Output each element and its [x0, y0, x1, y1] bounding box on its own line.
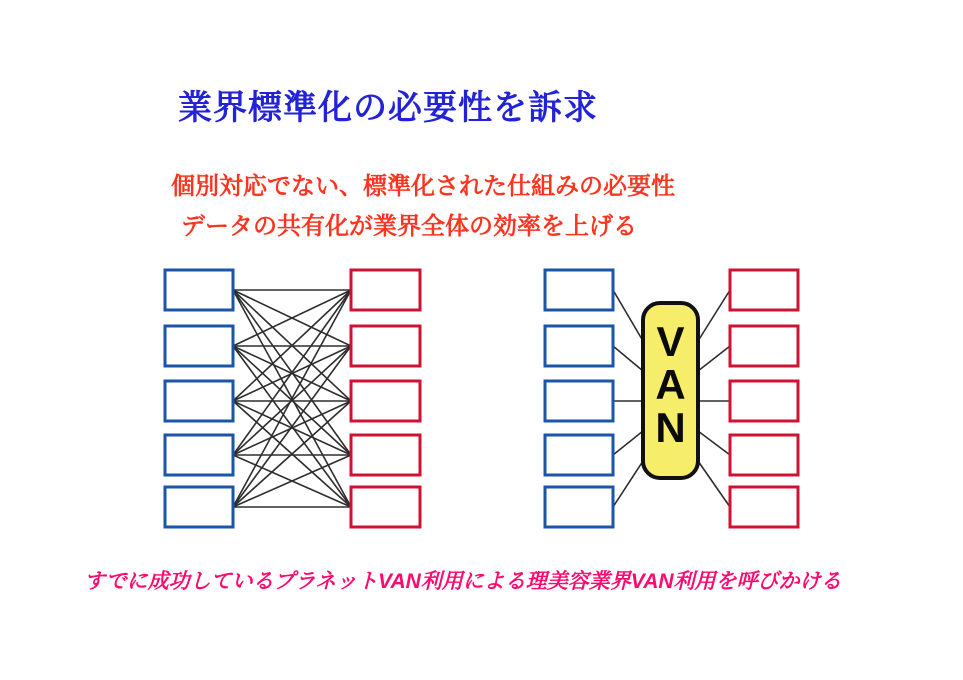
van-right-spoke-line — [698, 431, 730, 455]
page-title: 業界標準化の必要性を訴求 — [178, 89, 598, 127]
van-left-spoke-line — [613, 431, 643, 455]
van-red-node — [730, 381, 798, 421]
van-hub-label-letter: N — [655, 404, 686, 451]
van-blue-node — [545, 270, 613, 310]
mesh-red-node — [351, 487, 420, 527]
mesh-red-node — [351, 435, 420, 475]
van-hub-label-letter: A — [655, 361, 686, 408]
mesh-blue-node — [165, 326, 233, 366]
mesh-blue-node — [165, 487, 233, 527]
van-red-node — [730, 435, 798, 475]
van-left-spoke-line — [613, 461, 643, 507]
mesh-blue-node — [165, 381, 233, 421]
subtitle-line-1: 個別対応でない、標準化された仕組みの必要性 — [171, 173, 675, 200]
van-red-node — [730, 270, 798, 310]
subtitle-line-2: データの共有化が業界全体の効率を上げる — [181, 213, 637, 240]
van-hub-label-letter: V — [656, 318, 685, 365]
mesh-blue-node — [165, 435, 233, 475]
mesh-red-node — [351, 326, 420, 366]
van-blue-node — [545, 435, 613, 475]
mesh-red-node — [351, 381, 420, 421]
van-red-node — [730, 326, 798, 366]
van-right-spoke-line — [698, 290, 730, 341]
van-left-spoke-line — [613, 346, 643, 371]
van-blue-node — [545, 487, 613, 527]
van-left-spoke-line — [613, 290, 643, 341]
mesh-blue-node — [165, 270, 233, 310]
van-red-node — [730, 487, 798, 527]
van-right-spoke-line — [698, 461, 730, 507]
van-blue-node — [545, 381, 613, 421]
van-blue-node — [545, 326, 613, 366]
mesh-red-node — [351, 270, 420, 310]
van-right-spoke-line — [698, 346, 730, 371]
footer-note: すでに成功しているプラネットVAN利用による理美容業界VAN利用を呼びかける — [84, 570, 842, 593]
